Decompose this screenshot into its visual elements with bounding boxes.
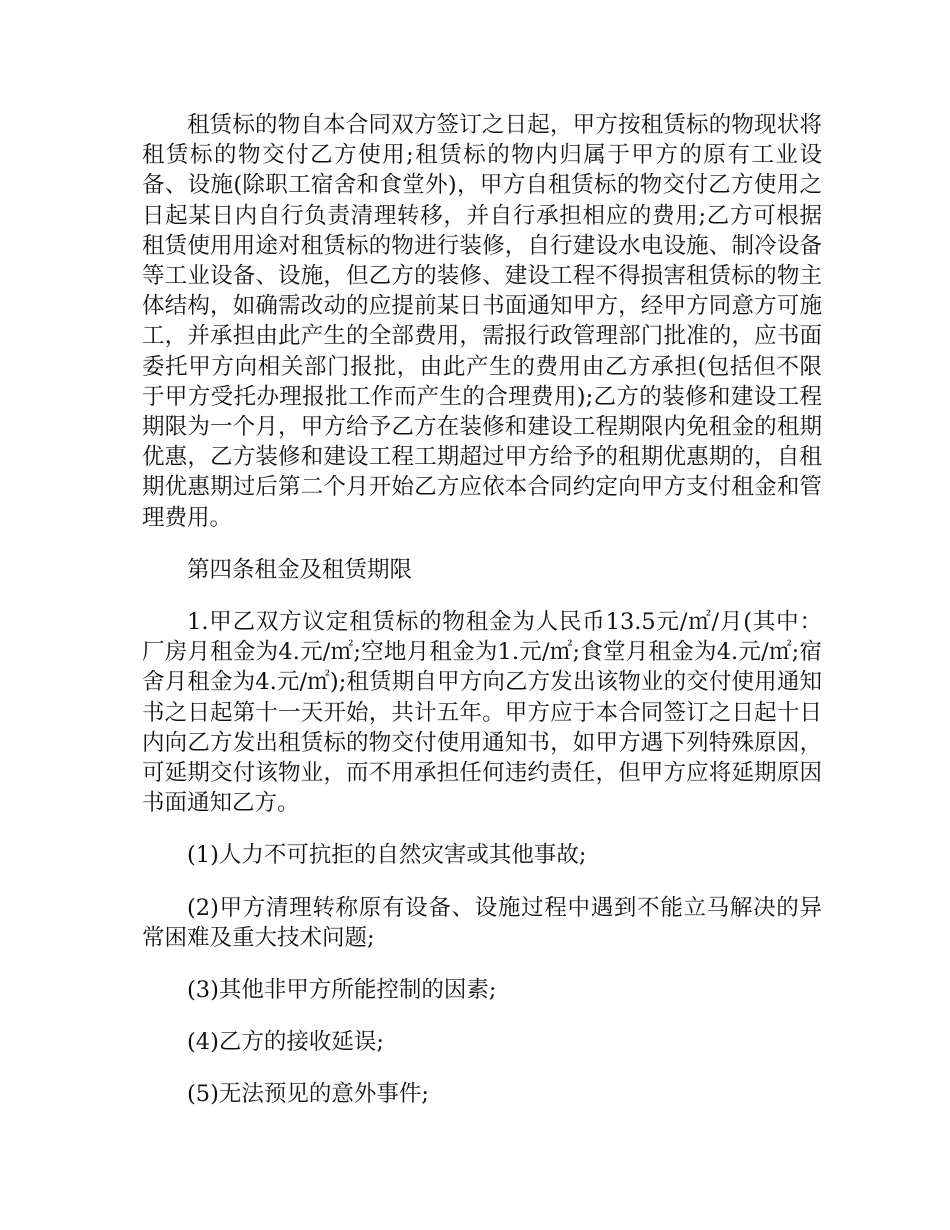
document-body xyxy=(142,110,822,1110)
list-item-equipment-removal: (2)甲方清理转称原有设备、设施过程中遇到不能立马解决的异常困难及重大技术问题; xyxy=(142,894,822,951)
list-item-acceptance-delay: (4)乙方的接收延误; xyxy=(187,1029,384,1056)
paragraph-rent-terms: 1.甲乙双方议定租赁标的物租金为人民币13.5元/㎡/月(其中：厂房月租金为4.元/㎡;空地月租金为1.元/㎡;食堂月租金为4.元/㎡;宿舍月租金为4.元/㎡);租赁期自甲方向乙方发出该物业的交付使用通知书之日起第十一天开始，共计五年。甲方应于本合同签订之日起十日内向乙方发出租赁标的物交付使用通知书，如甲方遇下列特殊原因，可延期交付该物业，而不用承担任何违约责任，但甲方应将延期原因书面通知乙方。 xyxy=(142,609,822,817)
section-heading-article-4: 第四条租金及租赁期限 xyxy=(187,556,413,583)
list-item-other-factors: (3)其他非甲方所能控制的因素; xyxy=(187,977,497,1004)
list-item-force-majeure: (1)人力不可抗拒的自然灾害或其他事故; xyxy=(187,842,587,869)
paragraph-lease-delivery: 租赁标的物自本合同双方签订之日起，甲方按租赁标的物现状将租赁标的物交付乙方使用;租赁标的物内归属于甲方的原有工业设备、设施(除职工宿舍和食堂外)，甲方自租赁标的物交付乙方使用之日起某日内自行负责清理转移，并自行承担相应的费用;乙方可根据租赁使用用途对租赁标的物进行装修，自行建设水电设施、制冷设备等工业设备、设施，但乙方的装修、建设工程不得损害租赁标的物主体结构，如确需改动的应提前某日书面通知甲方，经甲方同意方可施工，并承担由此产生的全部费用，需报行政管理部门批准的，应书面委托甲方向相关部门报批，由此产生的费用由乙方承担(包括但不限于甲方受托办理报批工作而产生的合理费用);乙方的装修和建设工程期限为一个月，甲方给予乙方在装修和建设工程期限内免租金的租期优惠，乙方装修和建设工程工期超过甲方给予的租期优惠期的，自租期优惠期过后第二个月开始乙方应依本合同约定向甲方支付租金和管理费用。 xyxy=(142,112,822,531)
list-item-unforeseen-events: (5)无法预见的意外事件; xyxy=(187,1081,429,1108)
